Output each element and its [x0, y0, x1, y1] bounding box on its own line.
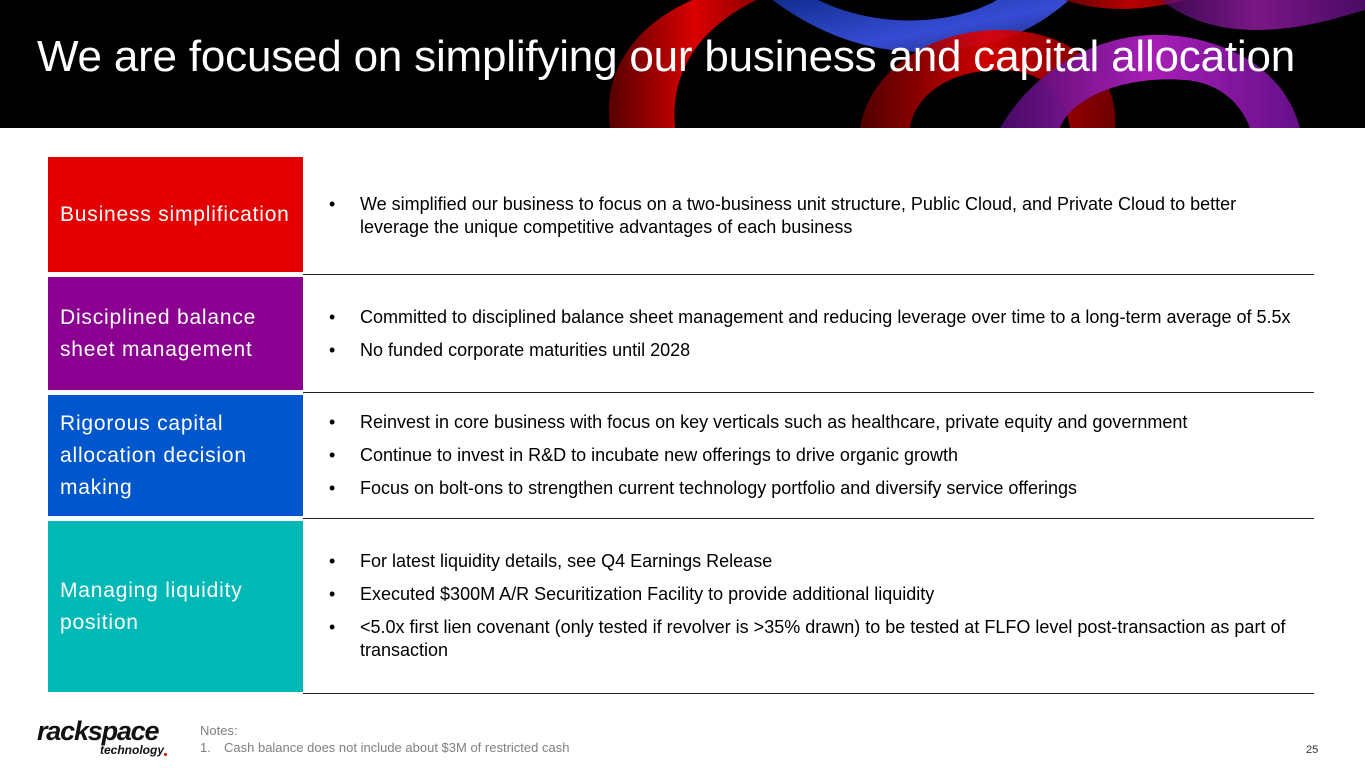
row-disciplined-balance-sheet [303, 275, 1314, 393]
row-rigorous-capital-allocation [303, 393, 1314, 519]
bullet-item: • Focus on bolt-ons to strengthen current technology portfolio and diversify service offerings [329, 477, 1298, 500]
header-banner [0, 0, 1365, 128]
note-number: 1. [200, 740, 211, 755]
footnotes [200, 722, 569, 756]
bullet-item: • Reinvest in core business with focus on key verticals such as healthcare, private equity and government [329, 411, 1298, 434]
notes-heading: Notes: [200, 723, 238, 738]
bullet-item: • <5.0x first lien covenant (only tested if revolver is >35% drawn) to be tested at FLFO level post-transaction as part of transaction [329, 616, 1298, 662]
page-number: 25 [1306, 744, 1319, 756]
bullet-item: • Committed to disciplined balance sheet management and reducing leverage over time to a long-term average of 5.5x [329, 306, 1298, 329]
bullet-item: • For latest liquidity details, see Q4 Earnings Release [329, 550, 1298, 573]
logo-wordmark: rackspace [37, 716, 159, 746]
logo-subtext: technology [99, 743, 164, 757]
label-business-simplification: Business simplification [48, 157, 303, 272]
label-rigorous-capital-allocation: Rigorous capital allocation decision making [48, 395, 303, 516]
row-business-simplification [303, 157, 1314, 275]
logo-dot-icon [164, 753, 167, 756]
page-title: We are focused on simplifying our business and capital allocation [37, 32, 1296, 81]
bullet-item: • No funded corporate maturities until 2028 [329, 339, 1298, 362]
bullet-item: • Continue to invest in R&D to incubate new offerings to drive organic growth [329, 444, 1298, 467]
bullet-item: • We simplified our business to focus on a two-business unit structure, Public Cloud, and Private Cloud to better leverage the unique competitive advantages of each business [329, 193, 1298, 239]
label-disciplined-balance-sheet: Disciplined balance sheet management [48, 277, 303, 390]
note-text: Cash balance does not include about $3M of restricted cash [224, 740, 570, 755]
bullet-item: • Executed $300M A/R Securitization Facility to provide additional liquidity [329, 583, 1298, 606]
note-item [200, 739, 569, 756]
row-managing-liquidity [303, 519, 1314, 694]
rackspace-logo [37, 716, 167, 760]
label-managing-liquidity: Managing liquidity position [48, 521, 303, 692]
